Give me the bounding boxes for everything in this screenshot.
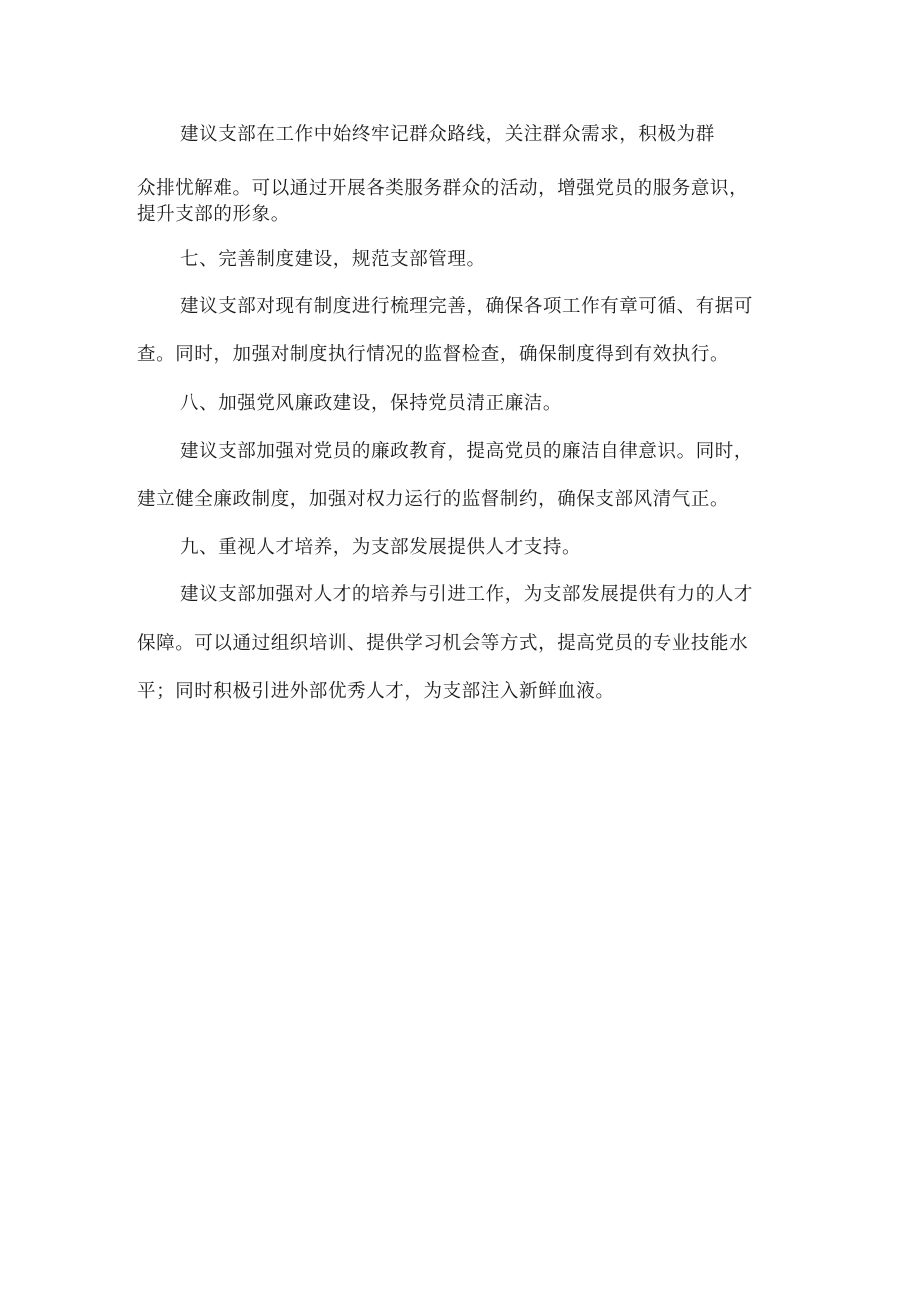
paragraph-line: 查。同时，加强对制度执行情况的监督检查，确保制度得到有效执行。 [137,344,730,365]
paragraph-line: 建议支部在工作中始终牢记群众路线，关注群众需求，积极为群 [180,124,715,145]
paragraph-line: 保障。可以通过组织培训、提供学习机会等方式，提高党员的专业技能水 [137,633,749,654]
paragraph-line: 建议支部对现有制度进行梳理完善，确保各项工作有章可循、有据可 [180,296,754,317]
paragraph-line: 提升支部的形象。 [137,204,290,225]
paragraph-line: 平；同时积极引进外部优秀人才，为支部注入新鲜血液。 [137,681,615,702]
section-heading: 八、加强党风廉政建设，保持党员清正廉洁。 [180,393,563,414]
section-heading: 七、完善制度建设，规范支部管理。 [180,249,486,270]
paragraph-line: 众排忧解难。可以通过开展各类服务群众的活动，增强党员的服务意识， [137,178,749,199]
paragraph-line: 建议支部加强对人才的培养与引进工作，为支部发展提供有力的人才 [180,584,754,605]
section-heading: 九、重视人才培养，为支部发展提供人才支持。 [180,537,582,558]
paragraph-line: 建立健全廉政制度，加强对权力运行的监督制约，确保支部风清气正。 [137,489,730,510]
paragraph-line: 建议支部加强对党员的廉政教育，提高党员的廉洁自律意识。同时， [180,441,754,462]
